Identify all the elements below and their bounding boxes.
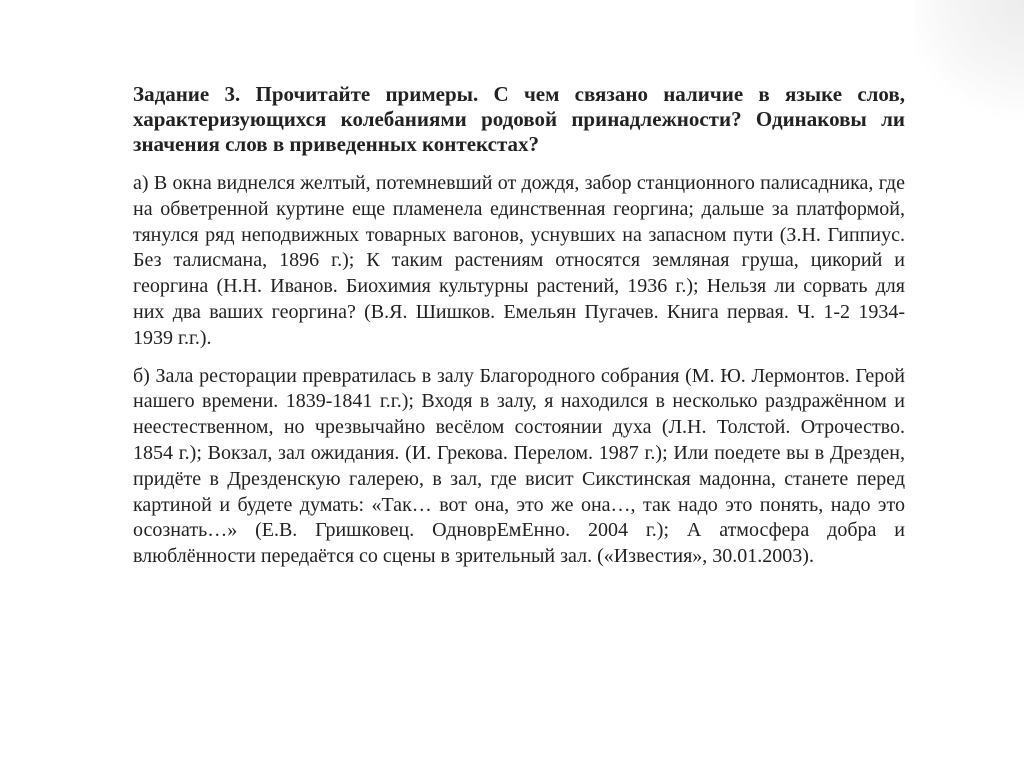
example-b-paragraph: б) Зала ресторации превратилась в залу Благородного собрания (М. Ю. Лермонтов. Герой нашего времени. 1839-1841 г.г.); Входя в залу, я находился в несколько раздражённом и неестественном, но чрезвычайно весёлом состоянии духа (Л.Н. Толстой. Отрочество. 1854 г.); Вокзал, зал ожидания. (И. Грекова. Перелом. 1987 г.); Или поедете вы в Дрезден, придёте в Дрезденскую галерею, в зал, где висит Сикстинская мадонна, станете перед картиной и будете думать: «Так… вот она, это же она…, так надо это понять, надо это осознать…» (Е.В. Гришковец. ОдноврЕмЕнно. 2004 г.); А атмосфера добра и влюблённости передаётся со сцены в зрительный зал. («Известия», 30.01.2003). bbox=[133, 364, 905, 568]
corner-decoration bbox=[914, 0, 1024, 120]
task-title: Задание 3. Прочитайте примеры. С чем связано наличие в языке слов, характеризующихся колебаниями родовой принадлежности? Одинаковы ли значения слов в приведенных контекстах? bbox=[133, 82, 905, 156]
slide-content bbox=[133, 82, 905, 582]
example-a-paragraph: а) В окна виднелся желтый, потемневший от дождя, забор станционного палисадника, где на обветренной куртине еще пламенела единственная георгина; дальше за платформой, тянулся ряд неподвижных товарных вагонов, уснувших на запасном пути (З.Н. Гиппиус. Без талисмана, 1896 г.); К таким растениям относятся земляная груша, цикорий и георгина (Н.Н. Иванов. Биохимия культурны растений, 1936 г.); Нельзя ли сорвать для них два ваших георгина? (В.Я. Шишков. Емельян Пугачев. Книга первая. Ч. 1-2 1934-1939 г.г.). bbox=[133, 172, 905, 349]
